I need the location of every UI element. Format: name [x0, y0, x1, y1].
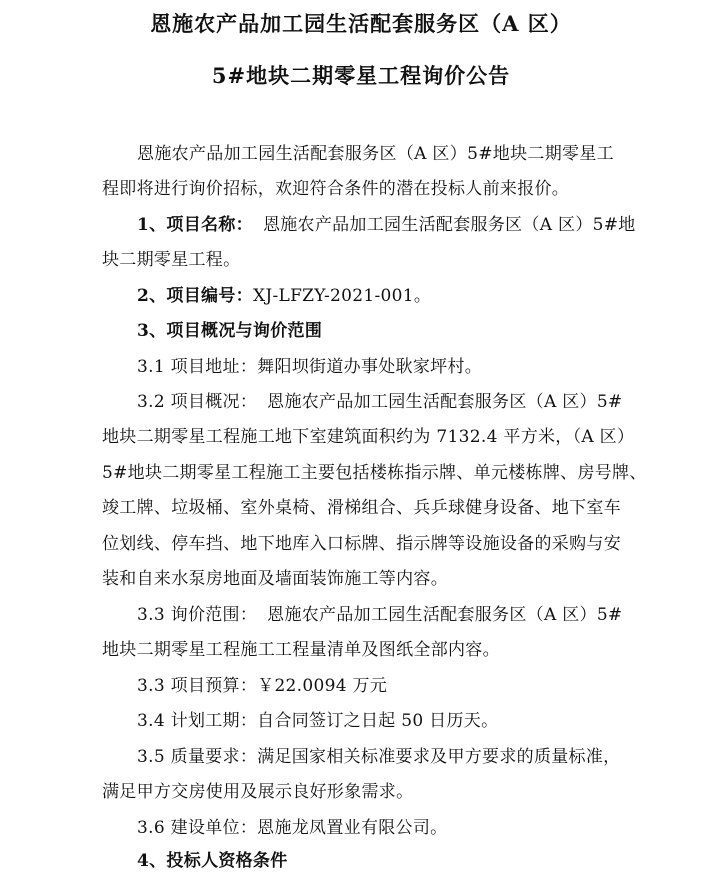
project-overview-line-4: 竣工牌、垃圾桶、室外桌椅、滑梯组合、兵乒球健身设备、地下室车: [102, 498, 621, 518]
quality-requirement-line-2: 满足甲方交房使用及展示良好形象需求。: [102, 782, 414, 802]
project-name-continued: 块二期零星工程。: [102, 250, 241, 270]
construction-unit: 3.6 建设单位：恩施龙凤置业有限公司。: [137, 818, 448, 838]
project-number-row: [137, 285, 431, 307]
intro-line-2: 程即将进行询价招标，欢迎符合条件的潜在投标人前来报价。: [102, 179, 570, 199]
project-overview-line-3: 5#地块二期零星工程施工主要包括楼栋指示牌、单元楼栋牌、房号牌、: [102, 463, 647, 483]
quality-requirement-line-1: 3.5 质量要求：满足国家相关标准要求及甲方要求的质量标准，: [137, 747, 621, 767]
title-line-1: 恩施农产品加工园生活配套服务区（A 区）: [150, 11, 572, 36]
inquiry-scope-label: 3.3 询价范围：: [137, 605, 258, 625]
project-address: 3.1 项目地址：舞阳坝街道办事处耿家坪村。: [137, 357, 483, 377]
project-name-label: 1、项目名称：: [137, 215, 253, 235]
inquiry-scope-row: [137, 604, 622, 626]
section-3-heading: 3、项目概况与询价范围: [137, 321, 323, 341]
section-4-heading: 4、投标人资格条件: [137, 851, 288, 871]
project-overview-row: [137, 391, 622, 413]
planned-duration: 3.4 计划工期：自合同签订之日起 50 日历天。: [137, 711, 499, 731]
project-overview-line-5: 位划线、停车挡、地下地库入口标牌、指示牌等设施设备的采购与安: [102, 534, 621, 554]
inquiry-scope-line-2: 地块二期零星工程施工工程量清单及图纸全部内容。: [102, 640, 500, 660]
inquiry-scope-value: 恩施农产品加工园生活配套服务区（A 区）5#: [267, 605, 623, 625]
project-budget: 3.3 项目预算：￥22.0094 万元: [137, 676, 388, 696]
project-name-value: 恩施农产品加工园生活配套服务区（A 区）5#地: [262, 215, 636, 235]
project-overview-value: 恩施农产品加工园生活配套服务区（A 区）5#: [267, 392, 623, 412]
title-line-2: 5#地块二期零星工程询价公告: [211, 63, 511, 88]
project-overview-line-2: 地块二期零星工程施工地下室建筑面积约为 7132.4 平方米，（A 区）: [102, 427, 635, 447]
intro-line-1: 恩施农产品加工园生活配套服务区（A 区）5#地块二期零星工: [137, 144, 614, 164]
project-number-value: XJ-LFZY-2021-001。: [252, 286, 432, 306]
project-overview-label: 3.2 项目概况：: [137, 392, 258, 412]
project-number-label: 2、项目编号：: [137, 286, 253, 306]
project-overview-line-6: 装和自来水泵房地面及墙面装饰施工等内容。: [102, 569, 448, 589]
project-name-row: [137, 214, 636, 236]
